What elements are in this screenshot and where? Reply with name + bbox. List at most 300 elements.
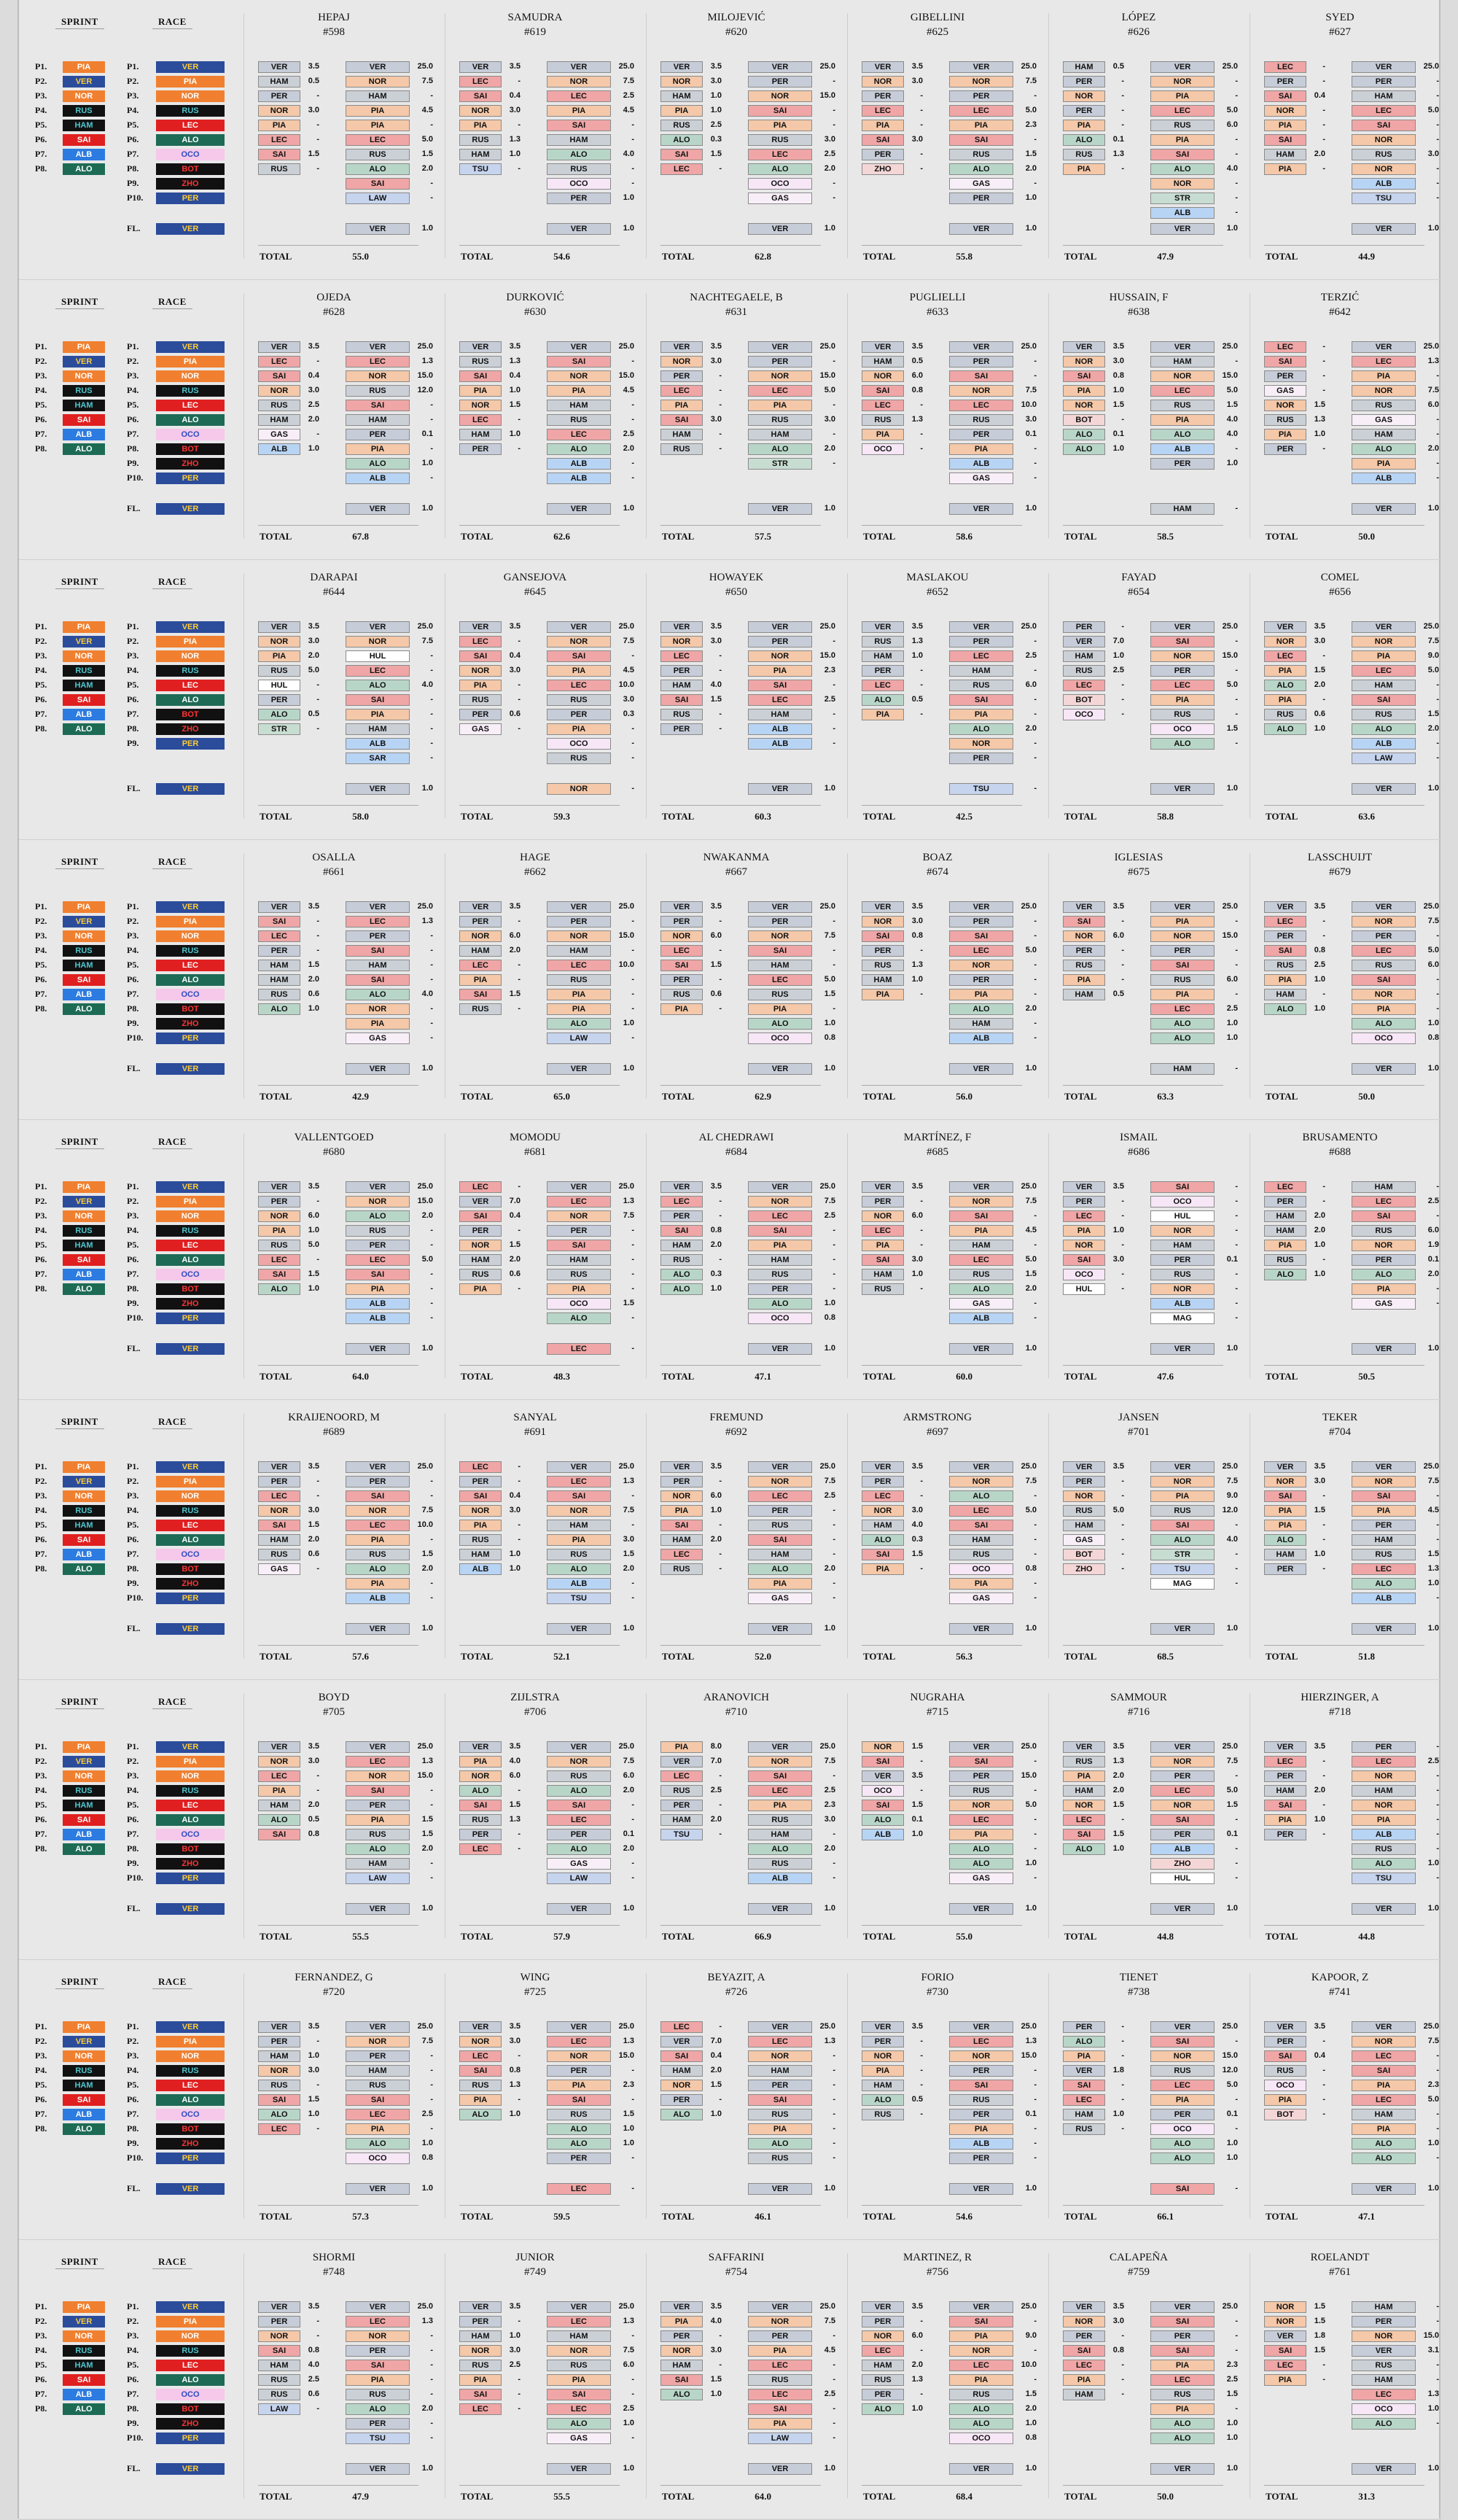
sprint-points: 3.5 <box>911 622 923 631</box>
sprint-points: - <box>518 680 521 689</box>
player-name: NUGRAHA <box>910 1692 965 1703</box>
sprint-result-driver: RUS <box>63 665 105 677</box>
sprint-pick: NOR <box>862 2330 904 2342</box>
race-points: 2.0 <box>824 1844 835 1853</box>
race-points: 1.5 <box>1226 2389 1238 2398</box>
race-pick: LEC <box>949 1814 1013 1826</box>
race-points: - <box>1034 1033 1037 1042</box>
race-points: - <box>1034 739 1037 747</box>
sprint-points: 1.3 <box>911 2375 923 2384</box>
race-points: 25.0 <box>618 2022 634 2031</box>
race-pick: OCO <box>1150 723 1215 735</box>
race-pick: PER <box>748 356 812 368</box>
sprint-points: - <box>719 666 722 674</box>
total-label: TOTAL <box>863 1091 896 1102</box>
race-points: - <box>430 1535 433 1544</box>
race-points: - <box>631 1313 634 1322</box>
race-pick: NOR <box>547 1210 611 1222</box>
race-points: - <box>1034 1019 1037 1027</box>
sprint-points: 0.6 <box>308 1549 319 1558</box>
total-score: 58.0 <box>352 811 369 822</box>
total-label: TOTAL <box>461 1091 494 1102</box>
fastest-lap-label: FL. <box>127 1903 141 1913</box>
race-points: 1.5 <box>1226 400 1238 409</box>
race-points: - <box>1436 135 1439 144</box>
race-points: 2.0 <box>824 164 835 173</box>
sprint-pick: ZHO <box>862 163 904 175</box>
sprint-pick: SAI <box>258 916 300 928</box>
total-score: 55.5 <box>553 2491 570 2502</box>
race-points: 1.5 <box>1025 1269 1037 1278</box>
sprint-result-driver: RUS <box>63 2065 105 2077</box>
race-pick: GAS <box>1352 414 1416 426</box>
sprint-result-driver: ALO <box>63 1843 105 1855</box>
race-points: 3.0 <box>1427 149 1439 158</box>
sprint-pick: PIA <box>1264 694 1306 706</box>
sprint-result-driver: SAI <box>63 1254 105 1266</box>
race-points: - <box>1436 2302 1439 2311</box>
total-divider <box>1264 2485 1424 2486</box>
race-pick: STR <box>1150 1549 1215 1560</box>
sprint-pick: VER <box>1063 341 1105 353</box>
race-pick: HAM <box>1352 90 1416 102</box>
race-result-driver: VER <box>156 901 225 913</box>
race-points: - <box>631 357 634 365</box>
sprint-pick: PER <box>258 1196 300 1208</box>
race-pick: NOR <box>547 1756 611 1768</box>
race-points: - <box>1436 989 1439 998</box>
race-position-label: P4. <box>127 385 139 395</box>
sprint-points: - <box>316 1786 319 1794</box>
sprint-pick: ALO <box>1063 134 1105 146</box>
race-points: - <box>1034 1579 1037 1587</box>
player-column <box>1244 840 1439 1120</box>
sprint-pick: LEC <box>258 2123 300 2135</box>
sprint-result-driver: HAM <box>63 2080 105 2091</box>
sprint-points: - <box>920 2080 923 2089</box>
race-points: - <box>1436 2375 1439 2384</box>
sprint-pick: SAI <box>660 1225 703 1237</box>
fastest-lap-points: 1.0 <box>1427 2184 1439 2193</box>
sprint-points: - <box>920 1284 923 1293</box>
sprint-result-driver: ALB <box>63 1549 105 1560</box>
race-pick: VER <box>949 1181 1013 1193</box>
sprint-pick: NOR <box>459 1240 502 1251</box>
player-column <box>439 280 634 560</box>
sprint-pick: NOR <box>459 665 502 677</box>
sprint-points: - <box>1121 1269 1124 1278</box>
sprint-pick: VER <box>660 1756 703 1768</box>
total-divider <box>862 1925 1022 1926</box>
race-pick: NOR <box>748 370 812 382</box>
race-pick: LAW <box>547 1032 611 1044</box>
race-result-driver: PIA <box>156 1476 225 1488</box>
race-pick: LEC <box>346 2109 410 2120</box>
sprint-pick: PER <box>1264 1563 1306 1575</box>
race-points: - <box>1235 193 1238 202</box>
sprint-result-driver: ALB <box>63 709 105 720</box>
sprint-position-label: P6. <box>35 2094 47 2104</box>
sprint-points: - <box>1121 2051 1124 2060</box>
fastest-lap-points: 1.0 <box>1427 504 1439 513</box>
sprint-pick: PIA <box>1264 429 1306 440</box>
sprint-points: 1.3 <box>911 960 923 969</box>
sprint-points: - <box>518 960 521 969</box>
sprint-pick: NOR <box>459 1505 502 1517</box>
sprint-pick: SAI <box>660 2374 703 2386</box>
race-pick: STR <box>748 458 812 470</box>
race-pick: PER <box>1150 945 1215 957</box>
race-points: - <box>1034 444 1037 453</box>
race-points: 25.0 <box>417 342 433 351</box>
player-column <box>640 560 833 840</box>
race-pick: NOR <box>1150 650 1215 662</box>
sprint-pick: SAI <box>862 1756 904 1768</box>
sprint-pick: LEC <box>1063 1814 1105 1826</box>
race-points: - <box>1436 975 1439 984</box>
fastest-lap-pick: VER <box>1150 783 1215 795</box>
race-points: - <box>1235 1564 1238 1573</box>
sprint-points: - <box>719 164 722 173</box>
sprint-result-driver: ALO <box>63 1563 105 1575</box>
race-points: - <box>1034 1829 1037 1838</box>
sprint-pick: ALO <box>258 709 300 720</box>
sprint-points: 0.4 <box>1314 91 1325 100</box>
race-result-driver: LEC <box>156 1800 225 1811</box>
sprint-position-label: P8. <box>35 2123 47 2134</box>
sprint-points: 1.3 <box>509 2080 521 2089</box>
player-name: MOMODU <box>509 1132 561 1143</box>
sprint-pick: ALO <box>862 694 904 706</box>
sprint-pick: RUS <box>1264 414 1306 426</box>
sprint-pick: VER <box>459 341 502 353</box>
sprint-position-label: P6. <box>35 134 47 144</box>
sprint-points: - <box>518 695 521 704</box>
sprint-points: - <box>1121 946 1124 954</box>
race-pick: TSU <box>1352 192 1416 204</box>
race-points: 4.0 <box>623 149 634 158</box>
race-result-driver: RUS <box>156 1505 225 1517</box>
sprint-pick: ALO <box>258 1003 300 1015</box>
sprint-pick: NOR <box>258 105 300 117</box>
sprint-points: - <box>518 2404 521 2413</box>
player-name: GANSEJOVA <box>503 572 567 583</box>
race-pick: PIA <box>949 120 1013 131</box>
race-points: - <box>1436 1535 1439 1544</box>
race-points: - <box>631 724 634 733</box>
sprint-points: 1.5 <box>1112 400 1124 409</box>
race-pick: ALO <box>346 1563 410 1575</box>
total-label: TOTAL <box>1064 2211 1097 2222</box>
sprint-points: - <box>920 1757 923 1765</box>
total-label: TOTAL <box>662 1091 695 1102</box>
fastest-lap-points: 1.0 <box>421 2464 433 2473</box>
sprint-pick: NOR <box>1063 400 1105 411</box>
race-points: 25.0 <box>819 622 835 631</box>
total-score: 42.9 <box>352 1091 369 1102</box>
race-pick: OCO <box>748 178 812 190</box>
race-points: - <box>833 77 835 85</box>
sprint-points: - <box>1322 1520 1325 1529</box>
sprint-pick: PIA <box>1063 385 1105 397</box>
fastest-lap-pick: VER <box>346 503 410 515</box>
total-label: TOTAL <box>260 251 292 262</box>
sprint-pick: RUS <box>660 120 703 131</box>
race-pick: ALO <box>748 443 812 455</box>
sprint-points: 3.0 <box>308 1757 319 1765</box>
race-pick: OCO <box>949 2432 1013 2444</box>
sprint-points: 3.5 <box>911 1462 923 1471</box>
race-points: 5.0 <box>1226 2080 1238 2089</box>
fastest-lap-driver: VER <box>156 1343 225 1355</box>
race-points: 5.0 <box>824 386 835 394</box>
race-pick: SAI <box>346 945 410 957</box>
race-points: - <box>1235 1771 1238 1780</box>
race-points: - <box>430 960 433 969</box>
race-points: - <box>833 106 835 114</box>
sprint-position-label: P1. <box>35 341 47 351</box>
race-points: 1.0 <box>421 2139 433 2147</box>
race-position-label: P4. <box>127 1505 139 1515</box>
race-position-label: P2. <box>127 2316 139 2326</box>
total-score: 64.0 <box>755 2491 771 2502</box>
sprint-points: 1.0 <box>1314 1004 1325 1013</box>
sprint-pick: LEC <box>660 945 703 957</box>
player-name: SAMUDRA <box>507 12 563 23</box>
race-pick: HAM <box>748 2065 812 2077</box>
sprint-pick: PER <box>660 916 703 928</box>
race-points: 2.0 <box>824 444 835 453</box>
fastest-lap-points: 1.0 <box>824 1624 835 1633</box>
sprint-result-driver: NOR <box>63 650 105 662</box>
sprint-result-driver: VER <box>63 1756 105 1768</box>
sprint-pick: PIA <box>862 1240 904 1251</box>
sprint-points: 1.0 <box>509 149 521 158</box>
player-number: #620 <box>725 26 747 38</box>
race-pick: GAS <box>748 192 812 204</box>
race-result-driver: PER <box>156 1032 225 1044</box>
sprint-position-label: P2. <box>35 76 47 86</box>
race-points: - <box>1436 1742 1439 1751</box>
race-pick: HAM <box>1352 1534 1416 1546</box>
race-pick: NOR <box>346 1505 410 1517</box>
race-pick: VER <box>1150 2021 1215 2033</box>
sprint-points: - <box>1322 164 1325 173</box>
sprint-points: 0.4 <box>509 371 521 380</box>
total-label: TOTAL <box>461 531 494 542</box>
race-pick: ALO <box>949 1490 1013 1502</box>
race-points: - <box>833 709 835 718</box>
sprint-result-driver: HAM <box>63 1240 105 1251</box>
race-points: - <box>430 2124 433 2133</box>
race-points: 4.0 <box>1226 1535 1238 1544</box>
sprint-pick: HAM <box>459 945 502 957</box>
race-pick: HAM <box>547 1254 611 1266</box>
sprint-points: - <box>316 1564 319 1573</box>
sprint-points: - <box>1121 1815 1124 1824</box>
race-pick: SAI <box>346 2360 410 2371</box>
sprint-points: 0.6 <box>710 989 722 998</box>
race-points: 7.5 <box>421 2037 433 2045</box>
sprint-points: 1.5 <box>1314 666 1325 674</box>
race-points: - <box>1436 1491 1439 1500</box>
sprint-pick: LEC <box>258 1490 300 1502</box>
total-score: 62.6 <box>553 531 570 542</box>
race-points: - <box>430 931 433 940</box>
sprint-pick: VER <box>459 61 502 73</box>
total-divider <box>1264 1925 1424 1926</box>
total-label: TOTAL <box>863 2491 896 2502</box>
race-points: 25.0 <box>417 1182 433 1191</box>
race-points: - <box>1034 1844 1037 1853</box>
total-divider <box>258 805 418 806</box>
race-pick: PER <box>1150 1254 1215 1266</box>
race-points: 25.0 <box>1423 62 1439 71</box>
sprint-pick: LEC <box>660 1549 703 1560</box>
sprint-result-driver: NOR <box>63 370 105 382</box>
leaderboard-section <box>19 2240 1442 2520</box>
race-result-driver: LEC <box>156 2360 225 2371</box>
race-points: - <box>430 1299 433 1307</box>
sprint-position-label: P6. <box>35 974 47 984</box>
player-column <box>439 840 634 1120</box>
fastest-lap-label: FL. <box>127 1063 141 1073</box>
race-points: - <box>1235 917 1238 925</box>
player-column <box>841 0 1037 280</box>
race-pick: NOR <box>748 2316 812 2328</box>
race-pick: RUS <box>748 989 812 1000</box>
race-pick: RUS <box>346 1225 410 1237</box>
race-points: 15.0 <box>819 91 835 100</box>
sprint-points: 1.0 <box>1112 1844 1124 1853</box>
sprint-points: - <box>316 2037 319 2045</box>
total-score: 58.8 <box>1157 811 1174 822</box>
sprint-pick: SAI <box>1063 2345 1105 2357</box>
race-pick: VER <box>1150 1461 1215 1473</box>
race-result-driver: BOT <box>156 1563 225 1575</box>
race-points: 1.0 <box>623 2139 634 2147</box>
sprint-pick: RUS <box>862 414 904 426</box>
race-points: 25.0 <box>819 62 835 71</box>
race-points: 1.0 <box>1025 2419 1037 2427</box>
sprint-points: - <box>719 400 722 409</box>
sprint-pick: VER <box>660 2036 703 2048</box>
sprint-points: 1.5 <box>1314 400 1325 409</box>
fastest-lap-driver: VER <box>156 1903 225 1915</box>
sprint-pick: PIA <box>862 989 904 1000</box>
race-pick: PER <box>748 636 812 648</box>
race-pick: PER <box>949 1770 1013 1782</box>
race-pick: RUS <box>1352 709 1416 720</box>
race-pick: PER <box>1150 2109 1215 2120</box>
sprint-points: - <box>1322 386 1325 394</box>
race-pick: NOR <box>346 2330 410 2342</box>
sprint-points: - <box>1121 2331 1124 2340</box>
race-pick: VER <box>1352 341 1416 353</box>
fastest-lap-points: 1.0 <box>1427 224 1439 233</box>
sprint-points: - <box>719 386 722 394</box>
race-pick: NOR <box>1352 636 1416 648</box>
sprint-position-label: P6. <box>35 694 47 704</box>
total-label: TOTAL <box>1064 2491 1097 2502</box>
race-points: 4.0 <box>1226 415 1238 424</box>
sprint-points: 3.5 <box>710 62 722 71</box>
player-number: #761 <box>1329 2266 1351 2278</box>
race-pick: GAS <box>949 472 1013 484</box>
sprint-points: 3.0 <box>308 637 319 645</box>
race-points: - <box>1436 429 1439 438</box>
race-pick: VER <box>1150 61 1215 73</box>
sprint-pick: LEC <box>862 400 904 411</box>
player-name: PUGLIELLI <box>909 292 966 303</box>
sprint-pick: PER <box>1264 443 1306 455</box>
total-score: 47.1 <box>1358 2211 1375 2222</box>
total-score: 52.0 <box>755 1651 771 1662</box>
sprint-points: 1.0 <box>308 444 319 453</box>
race-position-label: P10. <box>127 1032 144 1043</box>
fastest-lap-pick: VER <box>1352 783 1416 795</box>
race-pick: PIA <box>1352 1003 1416 1015</box>
sprint-pick: PER <box>1264 1829 1306 1840</box>
race-result-driver: OCO <box>156 989 225 1000</box>
sprint-points: 3.5 <box>509 902 521 911</box>
race-pick: SAI <box>1352 1490 1416 1502</box>
sprint-pick: PIA <box>459 680 502 691</box>
race-points: - <box>1034 975 1037 984</box>
race-points: 25.0 <box>417 902 433 911</box>
fastest-lap-points: 1.0 <box>1427 1904 1439 1913</box>
player-number: #720 <box>323 1986 345 1998</box>
race-pick: HAM <box>1352 680 1416 691</box>
sprint-points: - <box>1322 2080 1325 2089</box>
total-divider <box>459 1925 620 1926</box>
sprint-pick: STR <box>258 723 300 735</box>
sprint-header: SPRINT <box>61 2256 98 2267</box>
sprint-pick: PER <box>1063 2330 1105 2342</box>
sprint-pick: LEC <box>459 414 502 426</box>
race-pick: NOR <box>1352 916 1416 928</box>
race-result-driver: OCO <box>156 1549 225 1560</box>
player-name: HUSSAIN, F <box>1109 292 1169 303</box>
sprint-pick: NOR <box>862 1210 904 1222</box>
race-pick: VER <box>346 2021 410 2033</box>
race-pick: VER <box>949 61 1013 73</box>
sprint-pick: VER <box>862 1461 904 1473</box>
race-pick: ALO <box>1150 2138 1215 2150</box>
sprint-pick: PIA <box>862 2065 904 2077</box>
race-points: - <box>631 651 634 660</box>
player-name: FAYAD <box>1121 572 1156 583</box>
sprint-pick: PIA <box>459 1520 502 1531</box>
race-pick: LEC <box>1352 105 1416 117</box>
sprint-points: 0.8 <box>911 931 923 940</box>
race-pick: SAI <box>547 1240 611 1251</box>
sprint-pick: SAI <box>1264 2345 1306 2357</box>
sprint-pick: SAI <box>459 90 502 102</box>
race-points: 2.0 <box>824 1564 835 1573</box>
race-position-label: P4. <box>127 2345 139 2355</box>
race-pick: NOR <box>1352 1770 1416 1782</box>
sprint-points: 2.0 <box>1314 1211 1325 1220</box>
race-pick: SAR <box>346 752 410 764</box>
race-points: 2.0 <box>421 1844 433 1853</box>
fastest-lap-points: - <box>631 784 634 793</box>
sprint-points: 1.5 <box>1314 2317 1325 2325</box>
race-points: - <box>430 2419 433 2427</box>
race-points: 5.0 <box>1427 666 1439 674</box>
race-result-driver: PIA <box>156 1196 225 1208</box>
fastest-lap-points: - <box>1235 504 1238 513</box>
